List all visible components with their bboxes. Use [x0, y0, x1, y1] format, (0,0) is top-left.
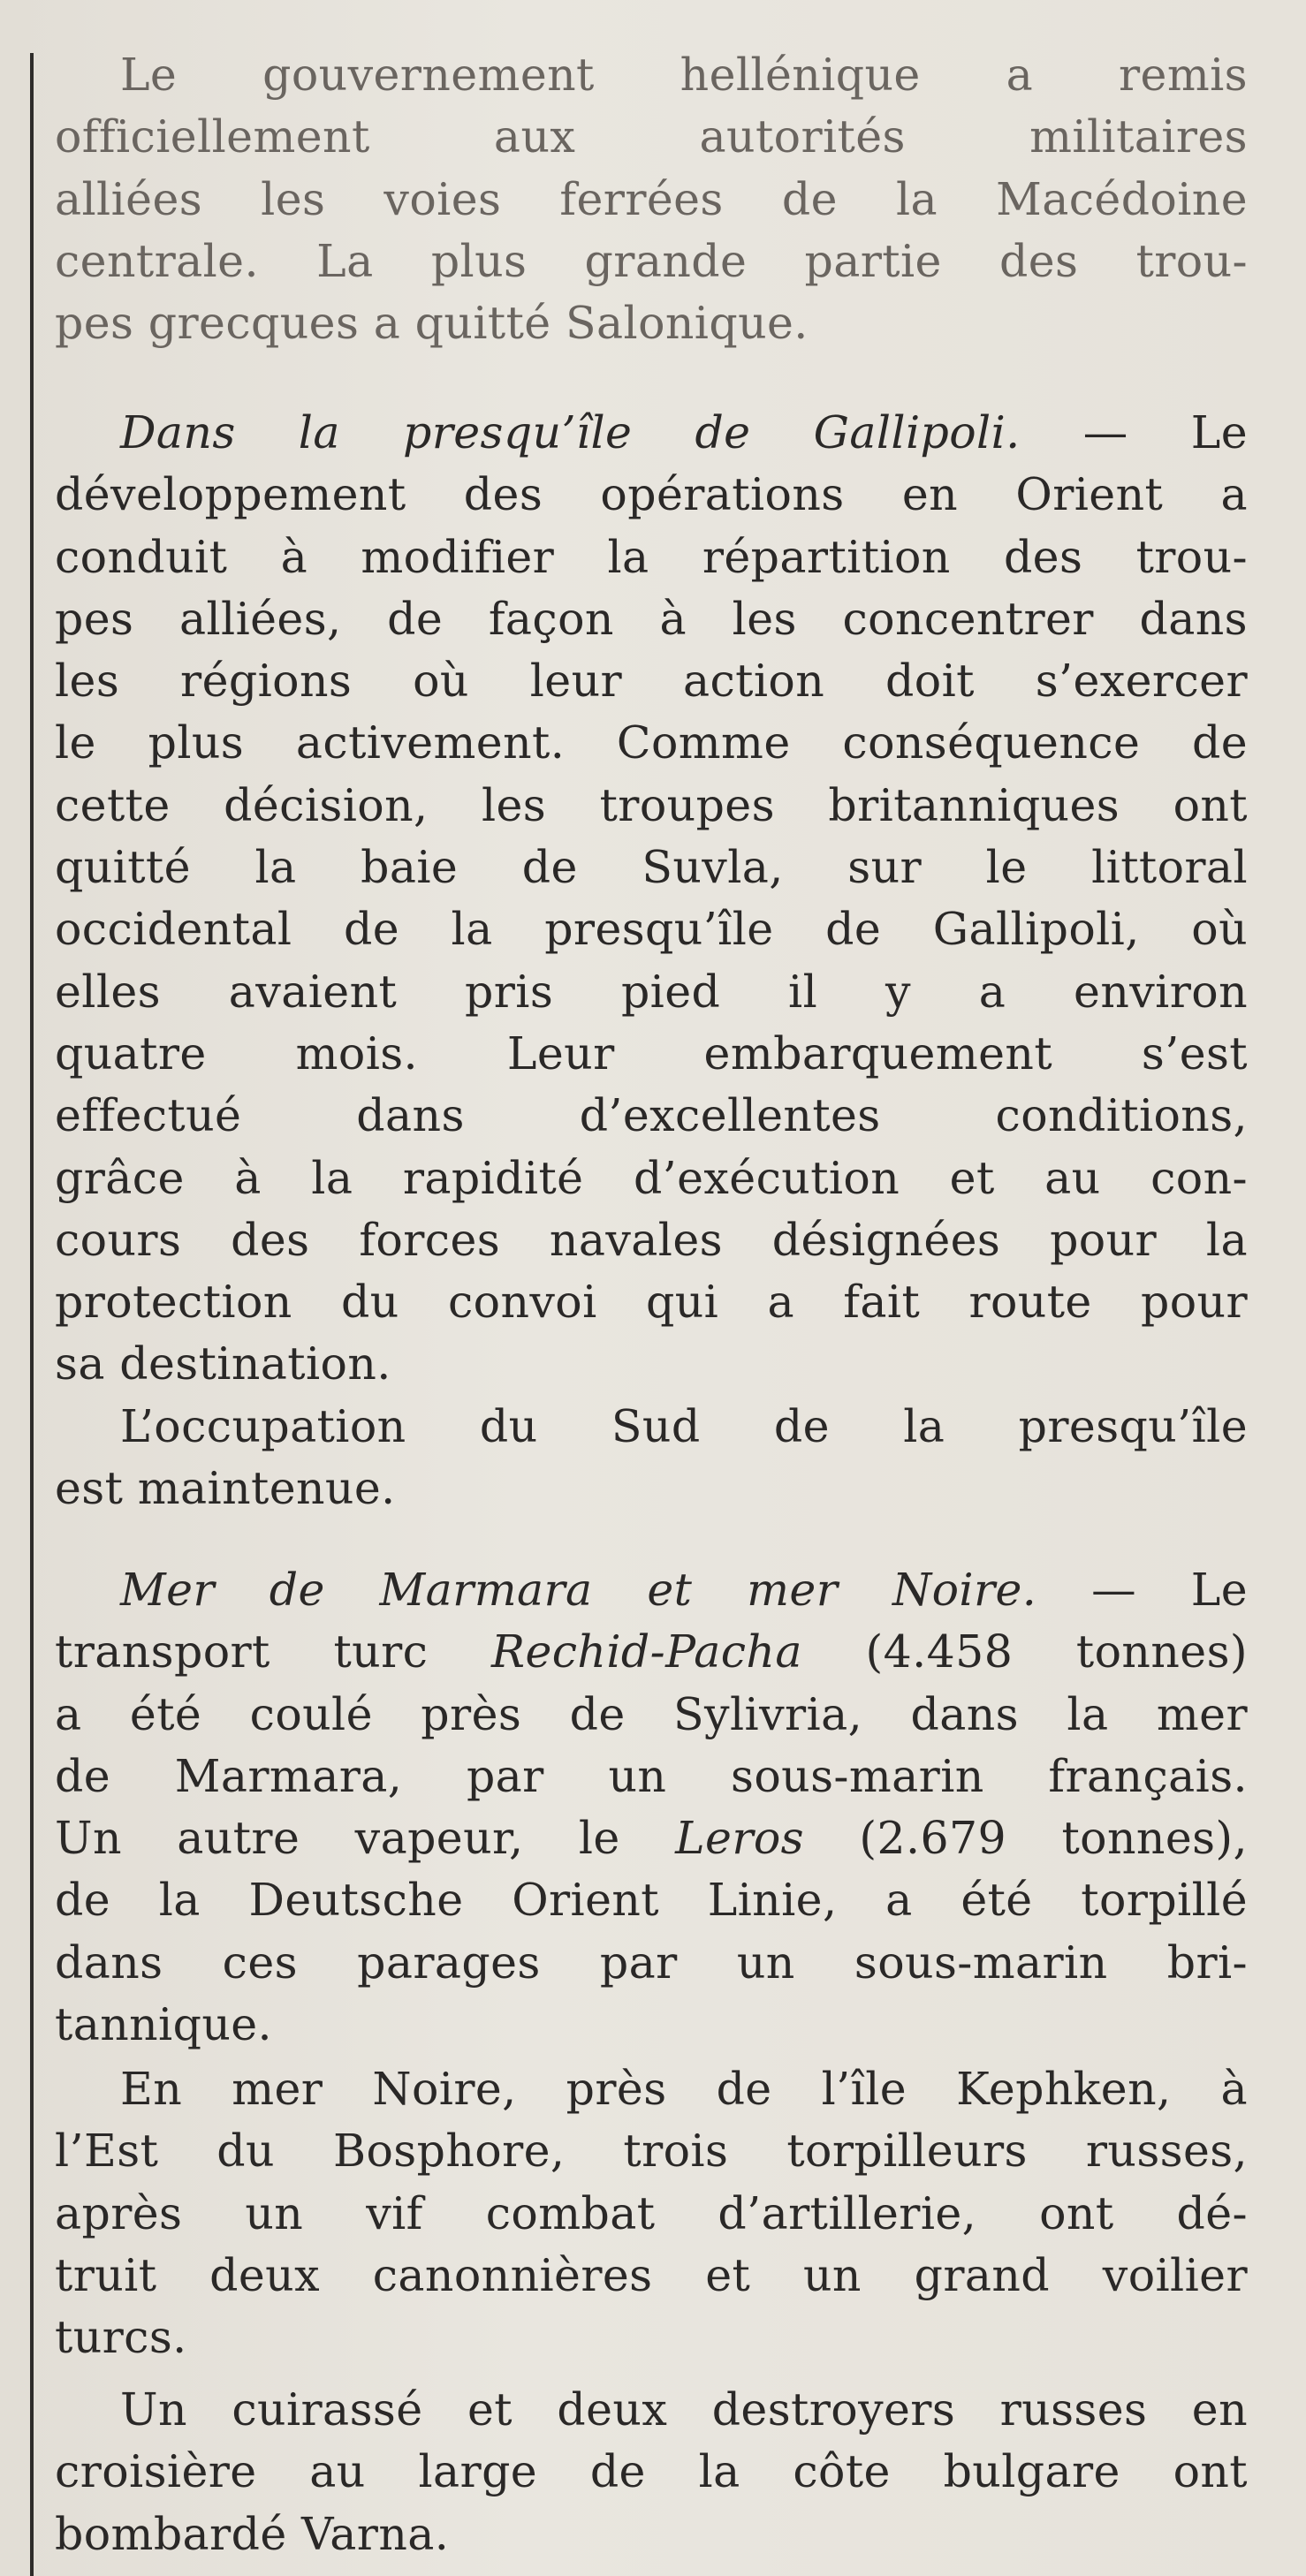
text-line: dans ces parages par un sous-marin bri-: [55, 1936, 1248, 1989]
text-line: [55, 1621, 1248, 1683]
text-line: [55, 402, 1248, 464]
text-line: les régions où leur action doit s’exercer: [55, 655, 1248, 708]
text-line: pes grecques a quitté Salonique.: [55, 297, 809, 350]
text-line: En mer Noire, près de l’île Kephken, à: [120, 2063, 1248, 2115]
text-line: truit deux canonnières et un grand voilier: [55, 2248, 1248, 2301]
section-heading-marmara: Mer de Marmara et mer Noire.: [120, 1564, 1037, 1616]
text-line: [55, 1559, 1248, 1621]
text-line: officiellement aux autorités militaires: [55, 110, 1248, 163]
text-line: bombardé Varna.: [55, 2507, 450, 2560]
text-line: l’Est du Bosphore, trois torpilleurs russes,: [55, 2125, 1248, 2178]
paragraph-greek-railways: [55, 44, 1248, 354]
text-line: tannique.: [55, 1998, 272, 2051]
text-line: quatre mois. Leur embarquement s’est: [55, 1027, 1248, 1080]
text-line: pes alliées, de façon à les concentrer dans: [55, 592, 1248, 645]
text-line: de Marmara, par un sous-marin français.: [55, 1749, 1248, 1802]
paragraph-varna: [55, 2379, 1248, 2565]
text-line: croisière au large de la côte bulgare ont: [55, 2445, 1248, 2498]
text-line: alliées les voies ferrées de la Macédoine: [55, 172, 1248, 225]
text-line: Un cuirassé et deux destroyers russes en: [120, 2383, 1248, 2436]
text-span: transport turc: [55, 1625, 492, 1678]
text-line: L’occupation du Sud de la presqu’île: [120, 1400, 1248, 1452]
text-line: développement des opérations en Orient a: [55, 468, 1248, 521]
text-span: (4.458 tonnes): [801, 1625, 1248, 1678]
text-line: elles avaient pris pied il y a environ: [55, 965, 1248, 1018]
paragraph-marmara: [55, 1559, 1248, 2056]
text-line: le plus activement. Comme conséquence de: [55, 716, 1248, 769]
paragraph-occupation: [55, 1396, 1248, 1520]
text-line: a été coulé près de Sylivria, dans la mer: [55, 1687, 1248, 1740]
paragraph-black-sea: [55, 2058, 1248, 2368]
dash-lead: — Le: [1020, 406, 1248, 458]
text-line: cours des forces navales désignées pour la: [55, 1213, 1248, 1266]
text-line: conduit à modifier la répartition des trou-: [55, 530, 1248, 583]
text-line: [55, 1807, 1248, 1869]
paragraph-gallipoli: [55, 402, 1248, 1396]
ship-name: Leros: [675, 1812, 804, 1865]
text-line: turcs.: [55, 2311, 187, 2364]
text-line: cette décision, les troupes britanniques ont: [55, 778, 1248, 831]
text-span: (2.679 tonnes),: [804, 1812, 1248, 1865]
text-line: sa destination.: [55, 1337, 391, 1390]
text-line: quitté la baie de Suvla, sur le littoral: [55, 841, 1248, 894]
text-line: de la Deutsche Orient Linie, a été torpillé: [55, 1874, 1248, 1927]
text-line: Le gouvernement hellénique a remis: [120, 49, 1248, 101]
section-heading-gallipoli: Dans la presqu’île de Gallipoli.: [120, 406, 1021, 458]
text-line: après un vif combat d’artillerie, ont dé-: [55, 2186, 1248, 2239]
text-line: occidental de la presqu’île de Gallipoli, où: [55, 903, 1248, 956]
ship-name: Rechid-Pacha: [491, 1625, 802, 1678]
text-line: centrale. La plus grande partie des trou-: [55, 234, 1248, 287]
text-line: effectué dans d’excellentes conditions,: [55, 1089, 1248, 1142]
dash-lead: — Le: [1036, 1564, 1248, 1616]
text-span: Un autre vapeur, le: [55, 1812, 676, 1865]
text-line: protection du convoi qui a fait route pour: [55, 1276, 1248, 1329]
text-line: est maintenue.: [55, 1462, 396, 1515]
column-rule: [30, 53, 34, 2576]
text-line: grâce à la rapidité d’exécution et au con-: [55, 1151, 1248, 1204]
